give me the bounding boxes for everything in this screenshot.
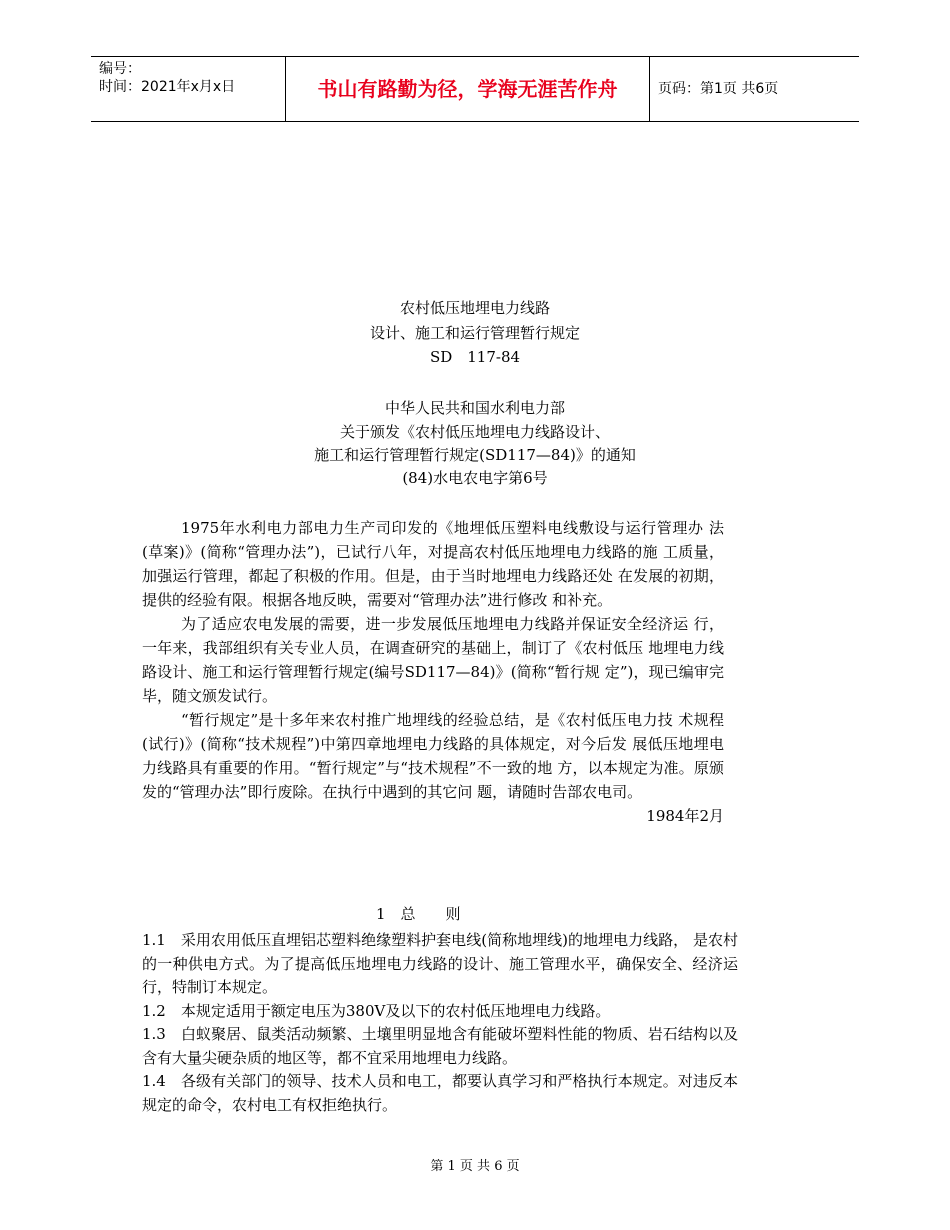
notice-body: [142, 516, 724, 828]
page-header: [91, 56, 859, 122]
body-paragraph: 为了适应农电发展的需要，进一步发展低压地埋电力线路并保证安全经济运 行，一年来，我部组织有关专业人员，在调查研究的基础上，制订了《农村低压 地埋电力线路设计、施工和运行管理暂行规定(编号SD117—84)》(简称“暂行规 定”)，现已编审完毕，随文颁发试行。: [142, 615, 724, 705]
clause-item: 1.1 采用农用低压直埋铝芯塑料绝缘塑料护套电线(简称地埋线)的地埋电力线路， 是农村的一种供电方式。为了提高低压地埋电力线路的设计、施工管理水平，确保安全、经济运行，特制订本规定。: [142, 931, 738, 996]
header-motto: 书山有路勤为径，学海无涯苦作舟: [317, 77, 618, 101]
document-code: SD 117-84: [429, 348, 521, 366]
body-paragraph: “暂行规定”是十多年来农村推广地埋线的经验总结，是《农村低压电力技 术规程(试行)》(简称“技术规程”)中第四章地埋电力线路的具体规定，对今后发 展低压地埋电力线路具有重要的作用。“暂行规定”与“技术规程”不一致的地 方，以本规定为准。原颁发的“管理办法”即行废除。在执行中遇到的其它问 题，请随时告部农电司。: [142, 711, 724, 801]
notice-subject-line2: 施工和运行管理暂行规定(SD117—84)》的通知: [314, 446, 636, 464]
notice-issuer: 中华人民共和国水利电力部: [384, 399, 565, 417]
notice-doc-number: (84)水电农电字第6号: [402, 469, 548, 487]
document-time-label: 时间：2021年x月x日: [99, 79, 236, 95]
body-paragraph: 1975年水利电力部电力生产司印发的《地埋低压塑料电线敷设与运行管理办 法(草案)》(简称“管理办法”)，已试行八年，对提高农村低压地埋电力线路的施 工质量，加强运行管理，都起了积极的作用。但是，由于当时地埋电力线路还处 在发展的初期，提供的经验有限。根据各地反映，需要对“管理办法”进行修改 和补充。: [142, 519, 724, 609]
section-title-general: 1 总 则: [376, 905, 461, 923]
document-title-line2: 设计、施工和运行管理暂行规定: [369, 324, 580, 342]
document-title-line1: 农村低压地埋电力线路: [399, 299, 550, 317]
clause-item: 1.4 各级有关部门的领导、技术人员和电工，都要认真学习和严格执行本规定。对违反本规定的命令，农村电工有权拒绝执行。: [142, 1072, 738, 1114]
document-number-label: 编号：: [99, 61, 141, 77]
clause-item: 1.2 本规定适用于额定电压为380V及以下的农村低压地埋电力线路。: [142, 1001, 611, 1020]
notice-subject-line1: 关于颁发《农村低压地埋电力线路设计、: [339, 423, 610, 441]
page-footer: 第 1 页 共 6 页: [430, 1159, 520, 1174]
clause-list: [142, 929, 738, 1117]
notice-date: 1984年2月: [646, 807, 724, 825]
header-left-cell: [99, 60, 235, 96]
header-page-info: 页码：第1页 共6页: [658, 81, 779, 97]
header-divider-right: [649, 57, 650, 121]
clause-item: 1.3 白蚁聚居、鼠类活动频繁、土壤里明显地含有能破坏塑料性能的物质、岩石结构以及含有大量尖硬杂质的地区等，都不宜采用地埋电力线路。: [142, 1025, 738, 1067]
